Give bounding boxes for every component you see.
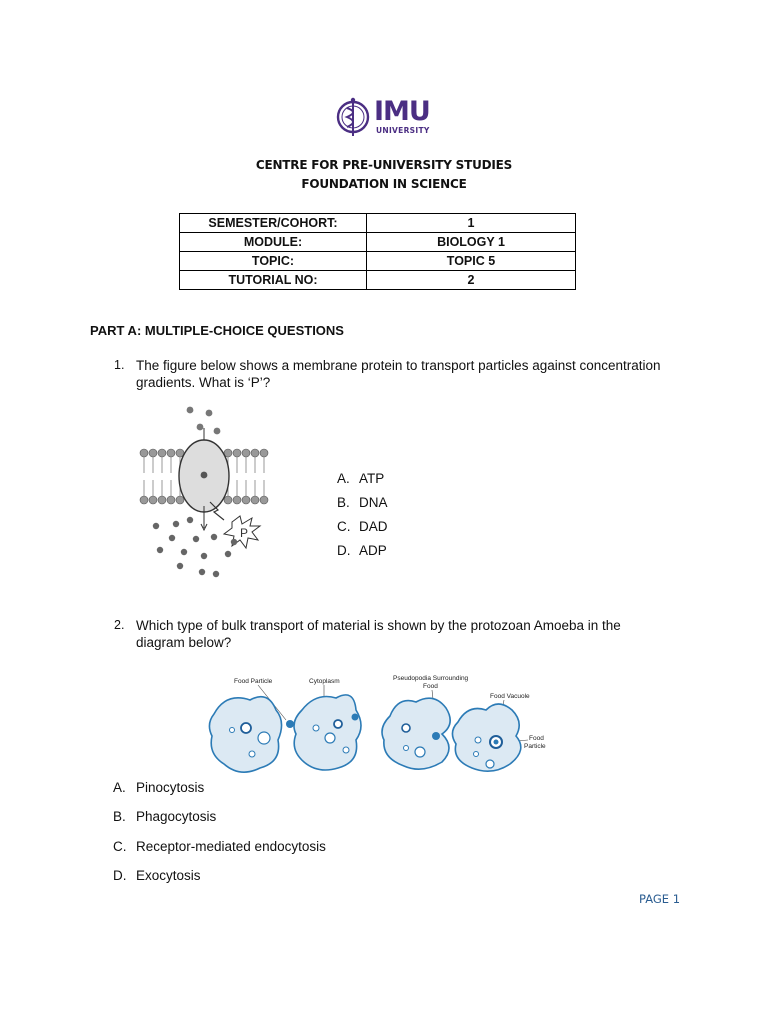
p-label: P xyxy=(239,526,249,540)
logo-wordmark: IMU xyxy=(374,96,430,127)
option-text[interactable]: DAD xyxy=(359,519,388,534)
question-1-text-line2: gradients. What is ‘P’? xyxy=(136,375,271,390)
caduceus-icon xyxy=(336,96,372,140)
table-label: TOPIC: xyxy=(180,252,367,271)
option-letter[interactable]: C. xyxy=(113,839,127,854)
question-1-text-line1: The figure below shows a membrane protein to transport particles against concentration xyxy=(136,358,661,373)
table-row xyxy=(180,252,576,271)
label-food-vacuole: Food Vacuole xyxy=(490,693,530,700)
option-letter[interactable]: B. xyxy=(113,809,126,824)
question-2-text-line2: diagram below? xyxy=(136,635,232,650)
imu-logo xyxy=(336,96,436,140)
option-letter[interactable]: B. xyxy=(337,495,350,510)
question-1-number: 1. xyxy=(114,358,125,372)
option-text[interactable]: Exocytosis xyxy=(136,868,201,883)
table-row xyxy=(180,214,576,233)
question-2-text-line1: Which type of bulk transport of material is shown by the protozoan Amoeba in the xyxy=(136,618,621,633)
part-a-title: PART A: MULTIPLE-CHOICE QUESTIONS xyxy=(90,323,344,338)
page-number: PAGE 1 xyxy=(639,892,681,906)
option-letter[interactable]: A. xyxy=(337,471,350,486)
table-value: BIOLOGY 1 xyxy=(367,233,576,252)
label-cytoplasm: Cytoplasm xyxy=(309,678,340,685)
table-row xyxy=(180,233,576,252)
table-value: TOPIC 5 xyxy=(367,252,576,271)
option-letter[interactable]: D. xyxy=(337,543,351,558)
table-label: TUTORIAL NO: xyxy=(180,271,367,290)
option-text[interactable]: DNA xyxy=(359,495,388,510)
option-letter[interactable]: A. xyxy=(113,780,126,795)
label-food-particle-2a: Food xyxy=(529,735,544,742)
option-text[interactable]: Phagocytosis xyxy=(136,809,217,824)
option-letter[interactable]: C. xyxy=(337,519,351,534)
table-label: MODULE: xyxy=(180,233,367,252)
table-value: 2 xyxy=(367,271,576,290)
membrane-protein-figure xyxy=(136,398,282,584)
centre-title: CENTRE FOR PRE-UNIVERSITY STUDIES xyxy=(255,158,513,172)
option-text[interactable]: Receptor-mediated endocytosis xyxy=(136,839,326,854)
table-row xyxy=(180,271,576,290)
option-text[interactable]: Pinocytosis xyxy=(136,780,205,795)
amoeba-phagocytosis-figure xyxy=(206,670,552,786)
option-text[interactable]: ADP xyxy=(359,543,387,558)
logo-subtitle: UNIVERSITY xyxy=(376,126,430,135)
label-pseudopodia-1: Pseudopodia Surrounding xyxy=(393,675,469,682)
option-letter[interactable]: D. xyxy=(113,868,127,883)
label-food-particle-2b: Particle xyxy=(524,743,546,750)
label-pseudopodia-2: Food xyxy=(423,683,438,690)
course-info-table xyxy=(179,213,576,290)
option-text[interactable]: ATP xyxy=(359,471,385,486)
table-label: SEMESTER/COHORT: xyxy=(180,214,367,233)
question-2-number: 2. xyxy=(114,618,125,632)
label-food-particle: Food Particle xyxy=(234,678,273,685)
table-value: 1 xyxy=(367,214,576,233)
program-title: FOUNDATION IN SCIENCE xyxy=(301,177,467,191)
